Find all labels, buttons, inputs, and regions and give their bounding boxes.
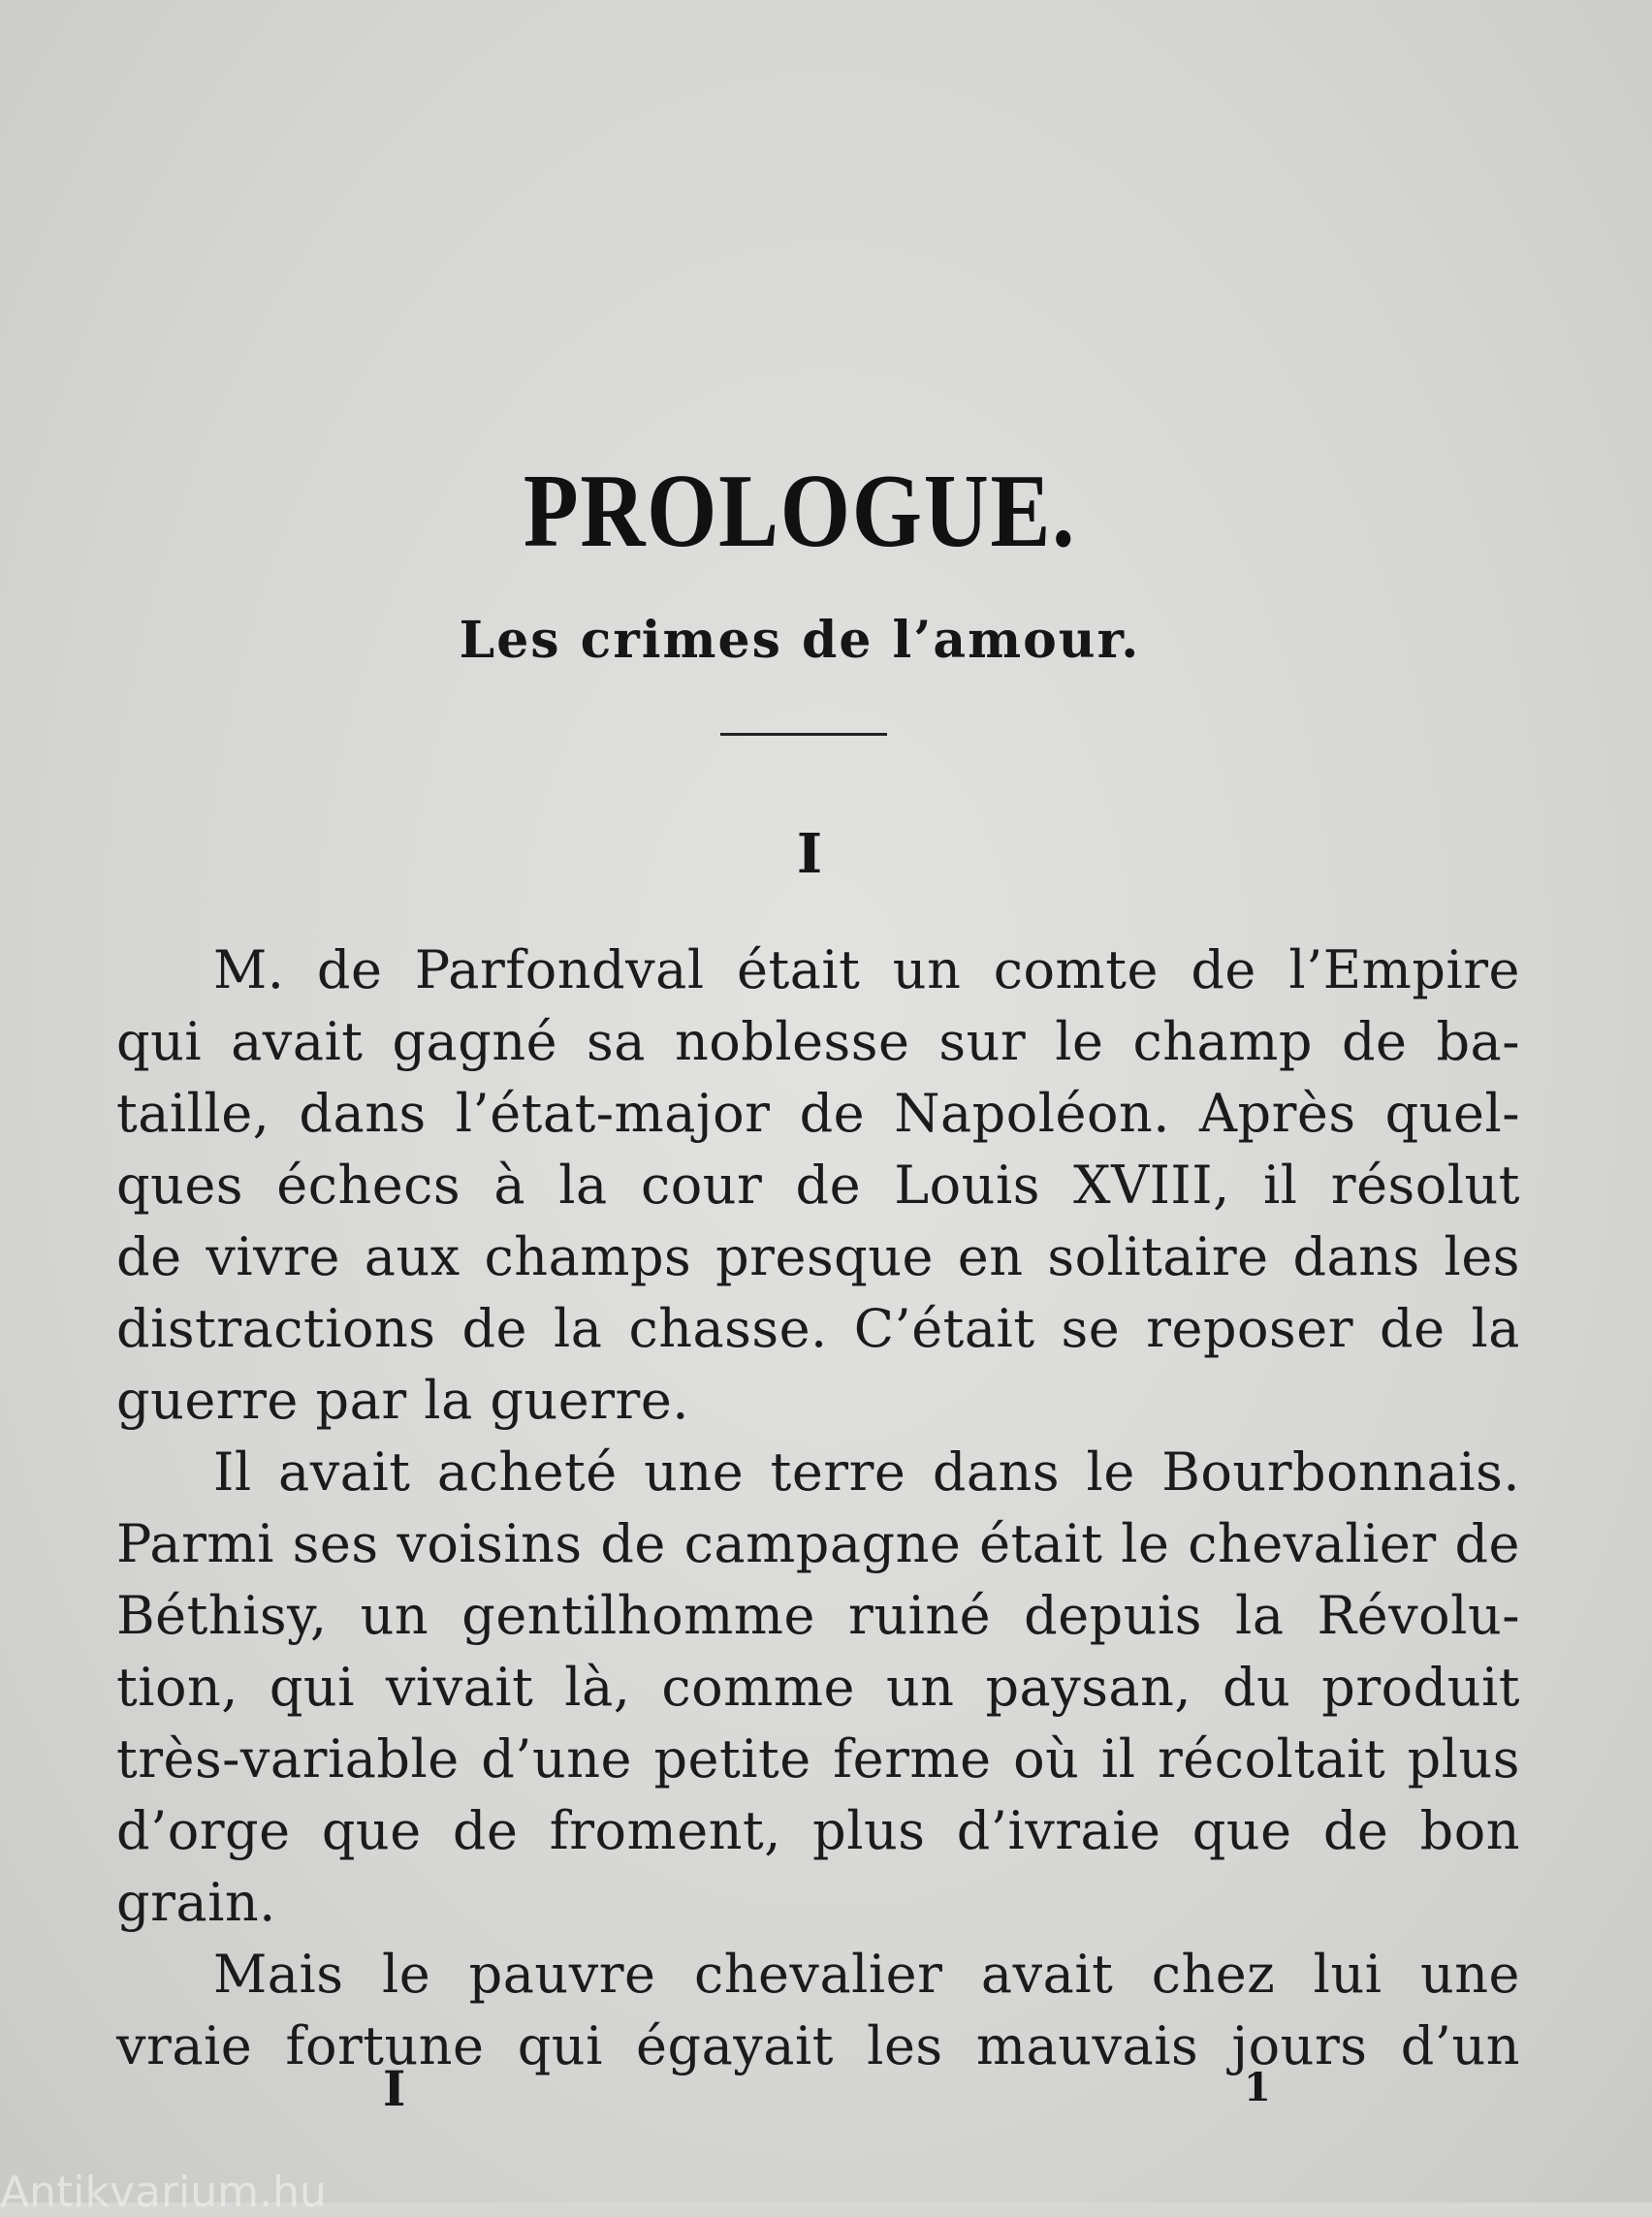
text-line: ques échecs à la cour de Louis XVIII, il résolut: [116, 1155, 1520, 1216]
watermark: Antikvarium.hu: [0, 2168, 327, 2217]
text-line: Mais le pauvre chevalier avait chez lui une: [213, 1944, 1520, 2005]
chapter-title: PROLOGUE.: [523, 454, 1077, 569]
section-number: I: [796, 822, 823, 886]
text-line: d’orge que de froment, plus d’ivraie que de bon: [116, 1800, 1520, 1861]
text-line: qui avait gagné sa noblesse sur le champ de ba-: [116, 1011, 1520, 1072]
text-line: grain.: [116, 1872, 276, 1933]
body-text: [116, 934, 1520, 2082]
text-line: M. de Parfondval était un comte de l’Empire: [213, 939, 1520, 1000]
divider-rule: [720, 733, 887, 736]
text-line: guerre par la guerre.: [116, 1370, 689, 1431]
text-line: Béthisy, un gentilhomme ruiné depuis la Révolu-: [116, 1585, 1520, 1646]
text-line: tion, qui vivait là, comme un paysan, du produit: [116, 1657, 1520, 1718]
text-line: Parmi ses voisins de campagne était le chevalier de: [116, 1513, 1520, 1574]
text-line: distractions de la chasse. C’était se reposer de la: [116, 1298, 1520, 1359]
signature-mark: I: [383, 2060, 406, 2117]
page-number: 1: [1244, 2065, 1271, 2110]
chapter-subtitle: Les crimes de l’amour.: [459, 611, 1141, 670]
text-line: Il avait acheté une terre dans le Bourbonnais.: [213, 1441, 1520, 1503]
text-line: vraie fortune qui égayait les mauvais jours d’un: [116, 2015, 1520, 2076]
text-line: très-variable d’une petite ferme où il récoltait plus: [116, 1728, 1520, 1789]
text-line: de vivre aux champs presque en solitaire dans les: [116, 1226, 1520, 1287]
text-line: taille, dans l’état-major de Napoléon. Après quel-: [116, 1083, 1520, 1144]
